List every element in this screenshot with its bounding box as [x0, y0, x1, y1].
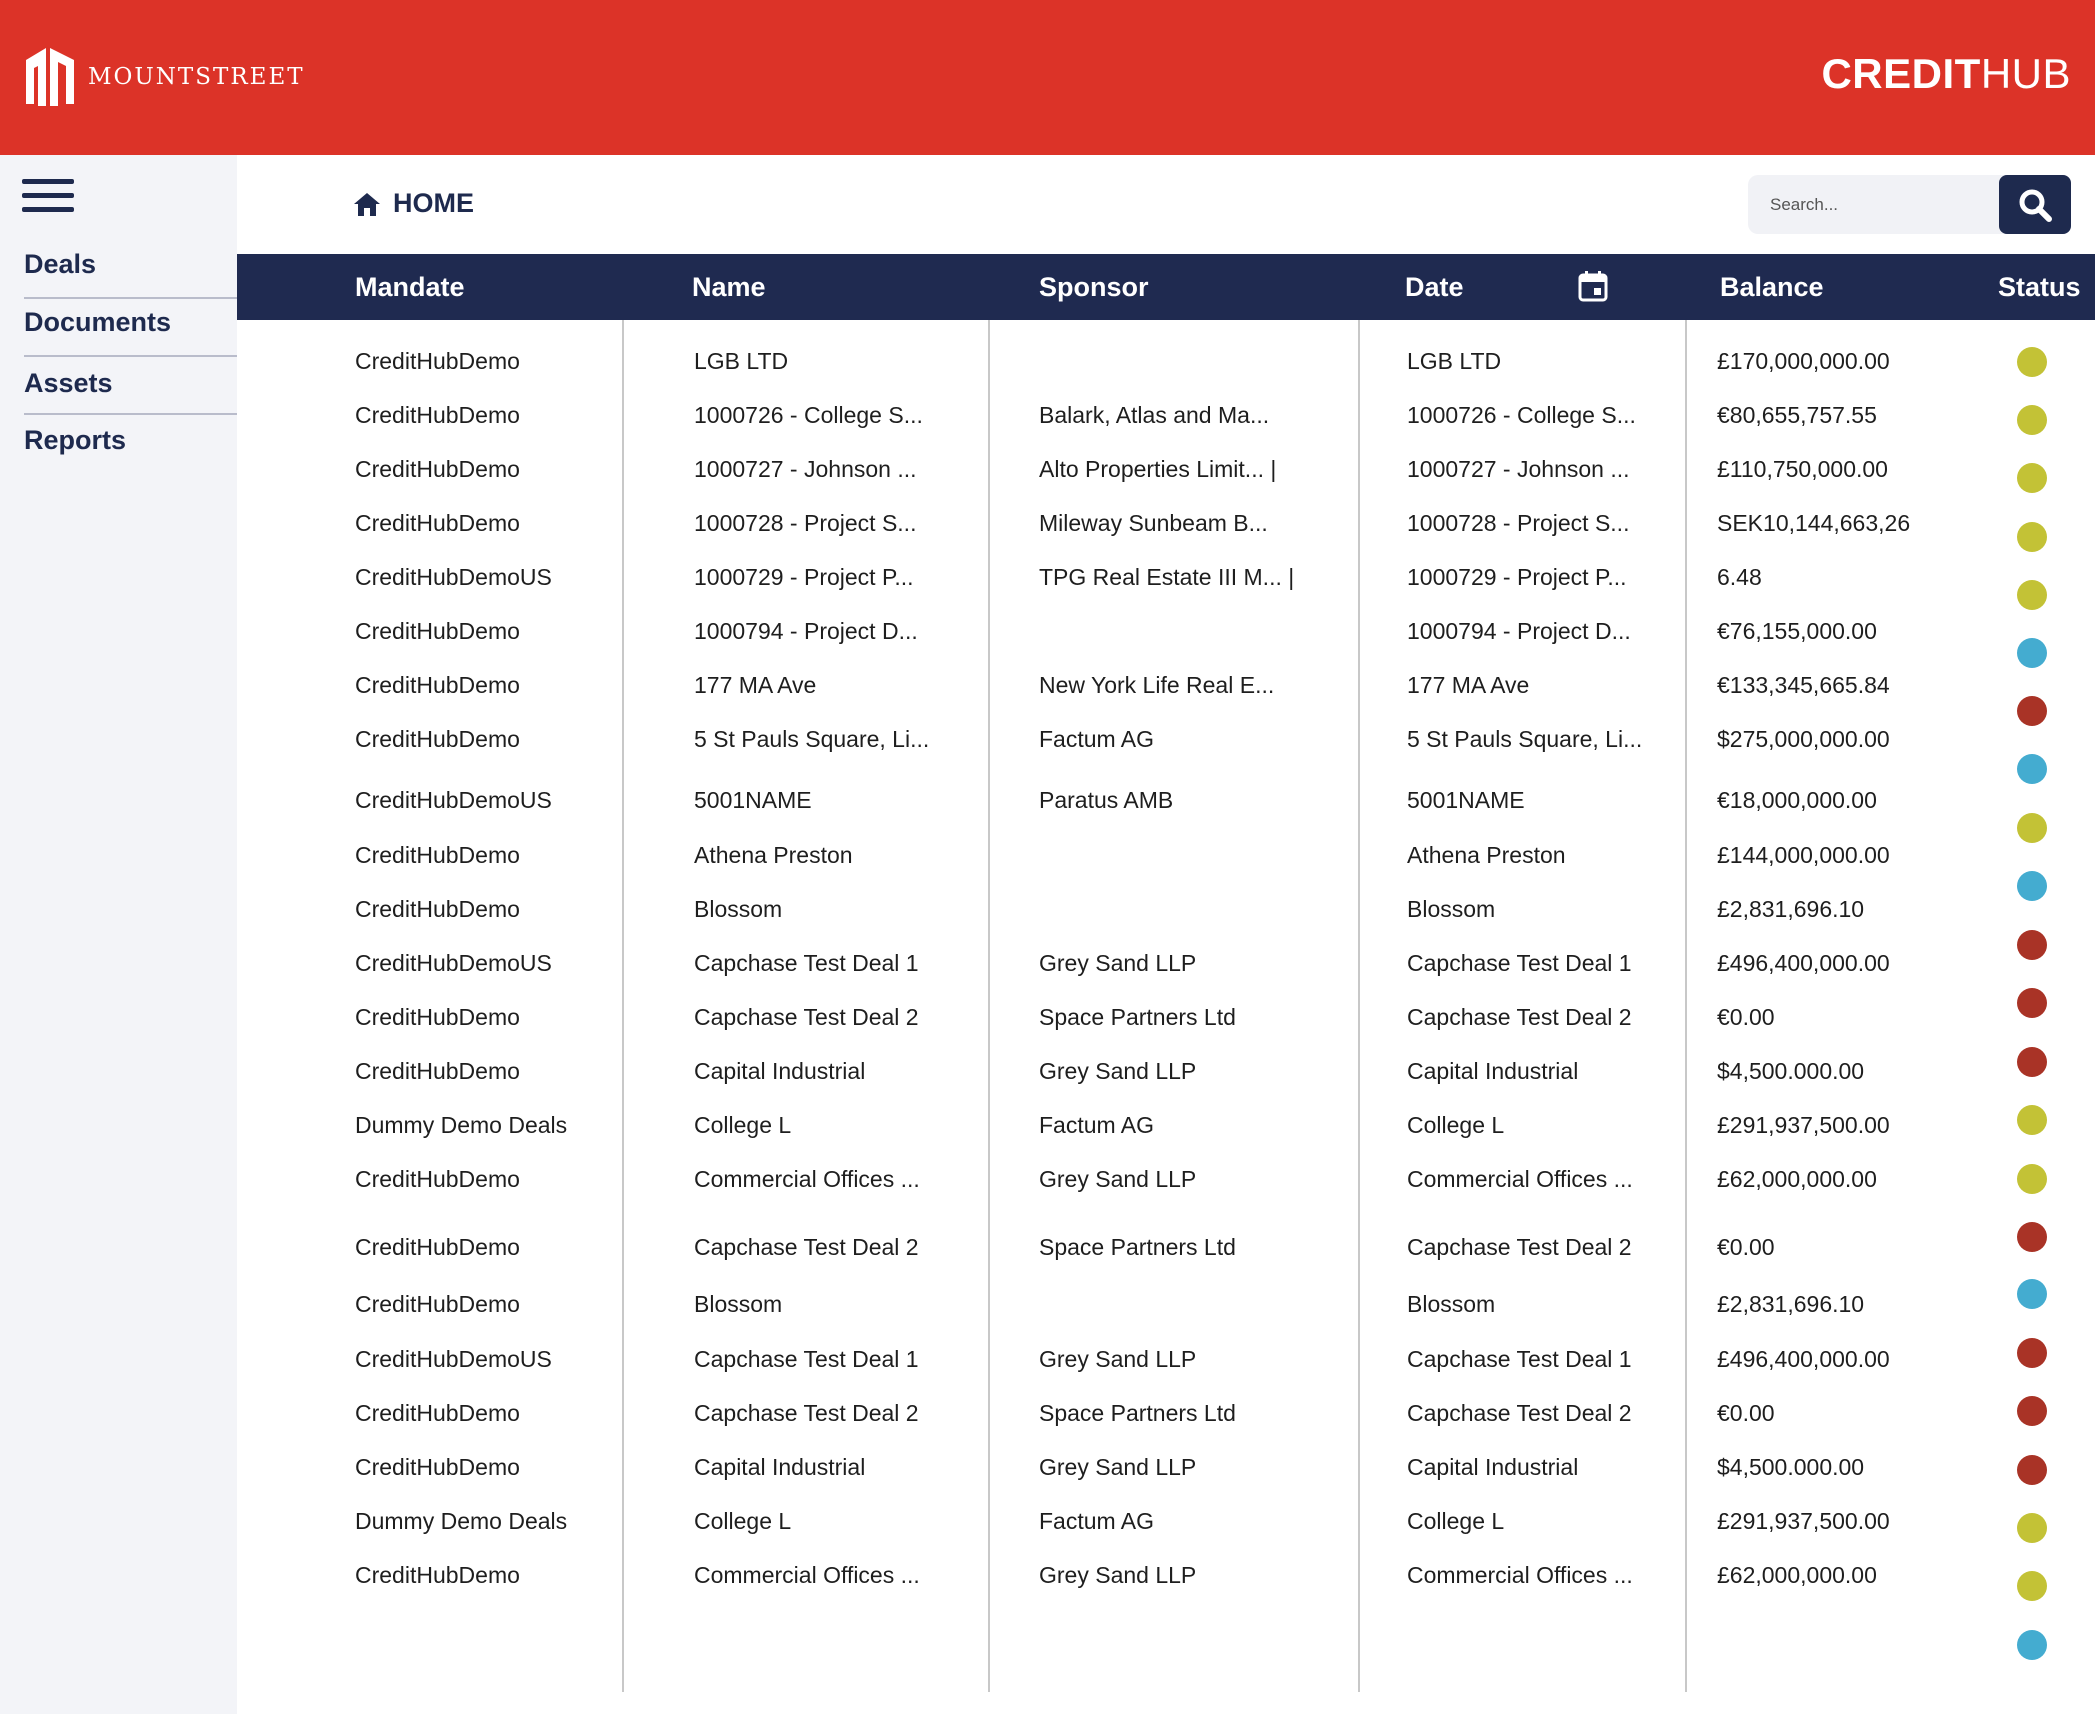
breadcrumb-home[interactable] — [353, 188, 474, 219]
cell-mandate: CreditHubDemo — [355, 1234, 520, 1260]
cell-name: 5001NAME — [694, 787, 812, 813]
status-dot-yellow — [2017, 405, 2047, 435]
cell-name: Blossom — [694, 896, 783, 922]
cell-mandate: CreditHubDemo — [355, 1166, 520, 1192]
page-title: HOME — [393, 188, 474, 218]
cell-balance: €80,655,757.55 — [1717, 402, 1877, 428]
cell-date: Commercial Offices ... — [1407, 1166, 1633, 1192]
cell-date: Capital Industrial — [1407, 1454, 1579, 1480]
cell-balance: 6.48 — [1717, 564, 1762, 590]
cell-date: Blossom — [1407, 1291, 1496, 1317]
cell-balance: £291,937,500.00 — [1717, 1112, 1890, 1138]
cell-balance: £170,000,000.00 — [1717, 348, 1890, 374]
status-dot-blue — [2017, 754, 2047, 784]
cell-mandate: CreditHubDemo — [355, 1004, 520, 1030]
cell-mandate: CreditHubDemoUS — [355, 564, 552, 590]
status-dot-yellow — [2017, 347, 2047, 377]
cell-balance: £144,000,000.00 — [1717, 842, 1890, 868]
cell-balance: €0.00 — [1717, 1004, 1775, 1030]
cell-balance: $4,500.000.00 — [1717, 1454, 1865, 1480]
cell-name: 5 St Pauls Square, Li... — [694, 726, 930, 752]
hamburger-menu-icon[interactable] — [22, 179, 74, 213]
column-header-sponsor[interactable]: Sponsor — [1039, 272, 1149, 302]
cell-sponsor: Factum AG — [1039, 726, 1155, 752]
status-dot-red — [2017, 696, 2047, 726]
column-header-mandate[interactable]: Mandate — [355, 272, 465, 302]
status-dot-red — [2017, 1338, 2047, 1368]
cell-sponsor: Mileway Sunbeam B... — [1039, 510, 1268, 536]
cell-sponsor: Paratus AMB — [1039, 787, 1174, 813]
cell-mandate: CreditHubDemo — [355, 618, 520, 644]
cell-name: Athena Preston — [694, 842, 853, 868]
column-header-name[interactable]: Name — [692, 272, 766, 302]
status-dot-yellow — [2017, 1105, 2047, 1135]
sidebar-divider — [24, 413, 237, 415]
cell-name: 1000727 - Johnson ... — [694, 456, 917, 482]
cell-name: Capchase Test Deal 1 — [694, 950, 919, 976]
cell-name: College L — [694, 1112, 792, 1138]
cell-balance: €133,345,665.84 — [1717, 672, 1890, 698]
cell-mandate: CreditHubDemo — [355, 896, 520, 922]
sidebar-item-assets[interactable]: Assets — [24, 368, 113, 398]
search-icon — [2017, 187, 2053, 223]
cell-mandate: CreditHubDemo — [355, 510, 520, 536]
cell-sponsor: Grey Sand LLP — [1039, 950, 1197, 976]
sidebar-item-documents[interactable]: Documents — [24, 307, 172, 337]
sidebar — [0, 155, 237, 1714]
cell-date: Capchase Test Deal 2 — [1407, 1004, 1632, 1030]
cell-date: Capchase Test Deal 2 — [1407, 1234, 1632, 1260]
cell-balance: €0.00 — [1717, 1400, 1775, 1426]
cell-mandate: CreditHubDemo — [355, 672, 520, 698]
column-divider — [1358, 320, 1360, 1692]
cell-date: 5 St Pauls Square, Li... — [1407, 726, 1643, 752]
cell-date: 5001NAME — [1407, 787, 1525, 813]
cell-name: 1000728 - Project S... — [694, 510, 917, 536]
cell-name: 177 MA Ave — [694, 672, 817, 698]
column-divider — [622, 320, 624, 1692]
cell-sponsor: Space Partners Ltd — [1039, 1234, 1236, 1260]
status-dot-yellow — [2017, 580, 2047, 610]
cell-balance: €18,000,000.00 — [1717, 787, 1877, 813]
cell-mandate: CreditHubDemoUS — [355, 1346, 552, 1372]
calendar-icon[interactable] — [1578, 270, 1608, 302]
status-dot-yellow — [2017, 813, 2047, 843]
cell-mandate: CreditHubDemo — [355, 1291, 520, 1317]
cell-sponsor: Grey Sand LLP — [1039, 1562, 1197, 1588]
cell-mandate: CreditHubDemo — [355, 1058, 520, 1084]
credithub-brand — [1821, 50, 2071, 98]
cell-balance: £2,831,696.10 — [1717, 1291, 1865, 1317]
mountstreet-logo[interactable] — [22, 46, 305, 108]
cell-sponsor: Factum AG — [1039, 1112, 1155, 1138]
cell-balance: $275,000,000.00 — [1717, 726, 1890, 752]
column-divider — [1685, 320, 1687, 1692]
status-dot-yellow — [2017, 1571, 2047, 1601]
home-icon — [353, 191, 381, 217]
cell-mandate: CreditHubDemo — [355, 726, 520, 752]
cell-date: 1000726 - College S... — [1407, 402, 1636, 428]
column-divider — [988, 320, 990, 1692]
status-dot-blue — [2017, 1279, 2047, 1309]
cell-sponsor: Space Partners Ltd — [1039, 1004, 1236, 1030]
cell-name: Capchase Test Deal 2 — [694, 1400, 919, 1426]
cell-name: Capital Industrial — [694, 1454, 866, 1480]
cell-date: 177 MA Ave — [1407, 672, 1530, 698]
cell-mandate: CreditHubDemo — [355, 402, 520, 428]
mountstreet-logo-icon — [22, 46, 78, 108]
cell-name: Blossom — [694, 1291, 783, 1317]
cell-sponsor: Alto Properties Limit... | — [1039, 456, 1277, 482]
cell-date: Capital Industrial — [1407, 1058, 1579, 1084]
cell-name: Capchase Test Deal 2 — [694, 1004, 919, 1030]
status-dot-red — [2017, 988, 2047, 1018]
table-header — [237, 254, 2095, 320]
cell-date: Athena Preston — [1407, 842, 1566, 868]
cell-sponsor: Space Partners Ltd — [1039, 1400, 1236, 1426]
column-header-date[interactable]: Date — [1405, 272, 1464, 302]
cell-date: LGB LTD — [1407, 348, 1502, 374]
status-dot-yellow — [2017, 463, 2047, 493]
status-dot-red — [2017, 930, 2047, 960]
cell-balance: £496,400,000.00 — [1717, 950, 1890, 976]
cell-date: 1000727 - Johnson ... — [1407, 456, 1630, 482]
cell-mandate: Dummy Demo Deals — [355, 1508, 568, 1534]
cell-sponsor: Grey Sand LLP — [1039, 1058, 1197, 1084]
cell-balance: £62,000,000.00 — [1717, 1166, 1877, 1192]
sidebar-divider — [24, 297, 237, 299]
cell-name: Commercial Offices ... — [694, 1562, 920, 1588]
cell-name: Commercial Offices ... — [694, 1166, 920, 1192]
brand-light: HUB — [1980, 50, 2071, 97]
cell-name: Capchase Test Deal 2 — [694, 1234, 919, 1260]
search-box — [1748, 175, 2071, 234]
status-dot-red — [2017, 1455, 2047, 1485]
cell-mandate: CreditHubDemoUS — [355, 787, 552, 813]
cell-date: 1000728 - Project S... — [1407, 510, 1630, 536]
column-header-balance[interactable]: Balance — [1720, 272, 1824, 302]
status-dot-yellow — [2017, 1164, 2047, 1194]
cell-mandate: CreditHubDemo — [355, 456, 520, 482]
cell-name: 1000794 - Project D... — [694, 618, 918, 644]
cell-balance: £496,400,000.00 — [1717, 1346, 1890, 1372]
cell-name: College L — [694, 1508, 792, 1534]
status-dot-blue — [2017, 871, 2047, 901]
cell-date: College L — [1407, 1112, 1505, 1138]
cell-balance: £110,750,000.00 — [1717, 456, 1888, 482]
cell-sponsor: Grey Sand LLP — [1039, 1454, 1197, 1480]
cell-name: Capchase Test Deal 1 — [694, 1346, 919, 1372]
cell-balance: SEK10,144,663,26 — [1717, 510, 1911, 536]
cell-name: 1000726 - College S... — [694, 402, 923, 428]
cell-mandate: CreditHubDemo — [355, 1400, 520, 1426]
cell-name: LGB LTD — [694, 348, 789, 374]
company-name: MOUNTSTREET — [88, 64, 305, 90]
cell-sponsor: TPG Real Estate III M... | — [1039, 564, 1295, 590]
status-dot-red — [2017, 1047, 2047, 1077]
sidebar-item-deals[interactable]: Deals — [24, 249, 97, 279]
cell-balance: £291,937,500.00 — [1717, 1508, 1890, 1534]
cell-date: Blossom — [1407, 896, 1496, 922]
cell-date: Capchase Test Deal 1 — [1407, 950, 1632, 976]
column-header-status[interactable]: Status — [1998, 272, 2081, 302]
status-dot-red — [2017, 1222, 2047, 1252]
cell-name: Capital Industrial — [694, 1058, 866, 1084]
cell-balance: £2,831,696.10 — [1717, 896, 1865, 922]
cell-sponsor: Grey Sand LLP — [1039, 1166, 1197, 1192]
brand-bold: CREDIT — [1821, 50, 1981, 97]
cell-mandate: Dummy Demo Deals — [355, 1112, 568, 1138]
sidebar-divider — [24, 355, 237, 357]
cell-mandate: CreditHubDemo — [355, 348, 520, 374]
cell-date: College L — [1407, 1508, 1505, 1534]
cell-name: 1000729 - Project P... — [694, 564, 914, 590]
cell-date: Capchase Test Deal 2 — [1407, 1400, 1632, 1426]
cell-date: Commercial Offices ... — [1407, 1562, 1633, 1588]
status-dot-yellow — [2017, 522, 2047, 552]
cell-balance: €0.00 — [1717, 1234, 1775, 1260]
cell-date: 1000729 - Project P... — [1407, 564, 1627, 590]
cell-sponsor: New York Life Real E... — [1039, 672, 1275, 698]
cell-date: 1000794 - Project D... — [1407, 618, 1631, 644]
cell-date: Capchase Test Deal 1 — [1407, 1346, 1632, 1372]
cell-sponsor: Factum AG — [1039, 1508, 1155, 1534]
cell-mandate: CreditHubDemo — [355, 1562, 520, 1588]
cell-mandate: CreditHubDemo — [355, 842, 520, 868]
cell-balance: €76,155,000.00 — [1717, 618, 1877, 644]
cell-sponsor: Grey Sand LLP — [1039, 1346, 1197, 1372]
sidebar-item-reports[interactable]: Reports — [24, 425, 127, 455]
status-dot-red — [2017, 1396, 2047, 1426]
status-dot-blue — [2017, 1630, 2047, 1660]
cell-balance: £62,000,000.00 — [1717, 1562, 1877, 1588]
cell-sponsor: Balark, Atlas and Ma... — [1039, 402, 1270, 428]
cell-mandate: CreditHubDemoUS — [355, 950, 552, 976]
status-dot-blue — [2017, 638, 2047, 668]
app-header — [0, 0, 2095, 155]
cell-mandate: CreditHubDemo — [355, 1454, 520, 1480]
search-button[interactable] — [1999, 175, 2071, 234]
cell-balance: $4,500.000.00 — [1717, 1058, 1865, 1084]
search-input[interactable] — [1770, 175, 1990, 234]
status-dot-yellow — [2017, 1513, 2047, 1543]
